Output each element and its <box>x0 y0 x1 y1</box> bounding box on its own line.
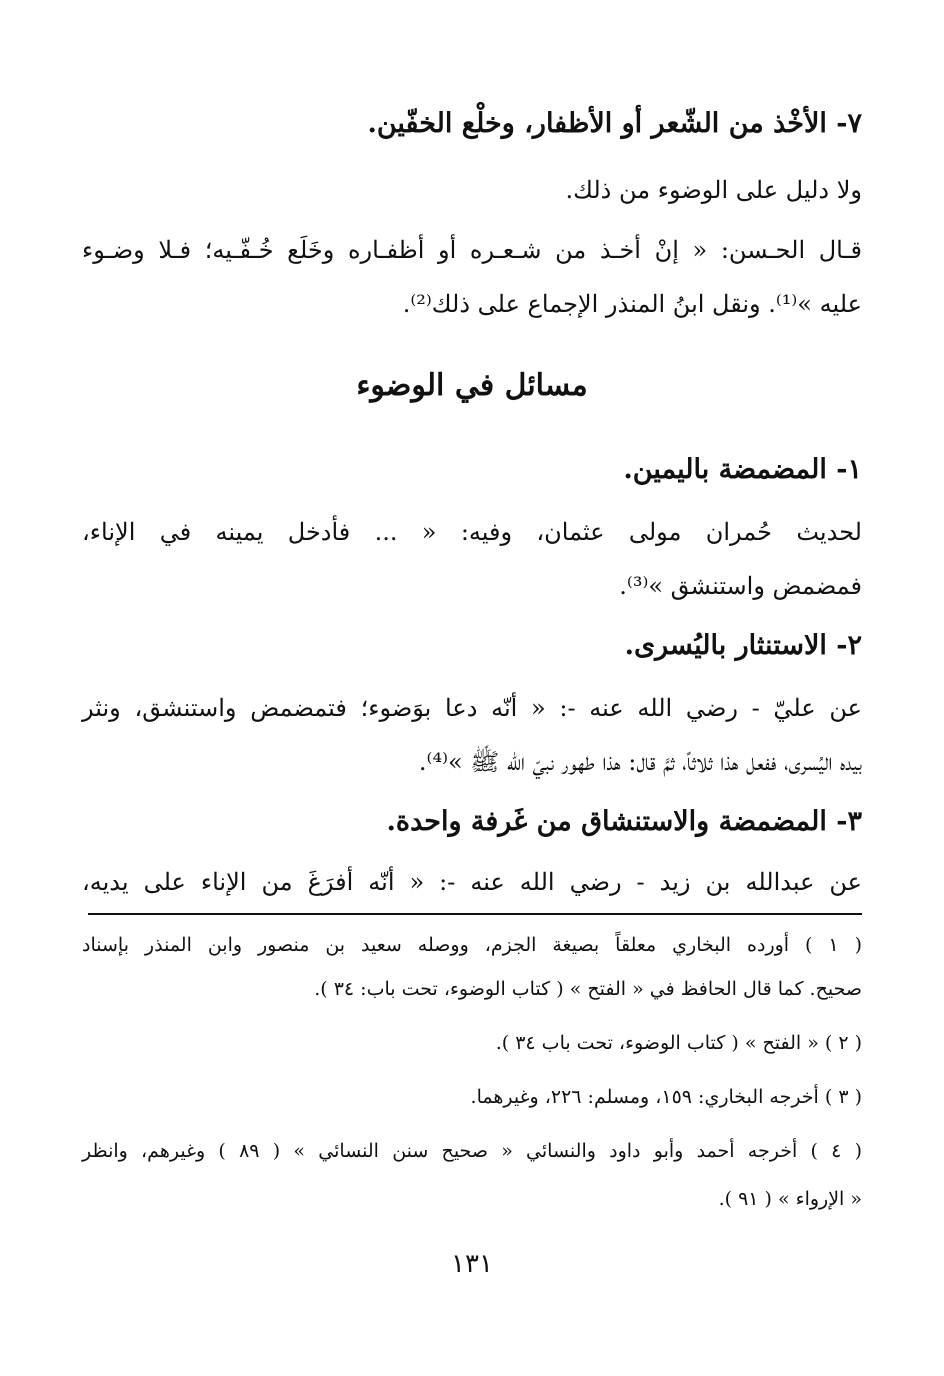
heading-item-3: ٣- المضمضة والاستنشاق من غَرفة واحدة. <box>386 806 862 837</box>
footnote-1-line-2: صحيح. كما قال الحافظ في « الفتح » ( كتاب الوضوء، تحت باب: ٣٤ ). <box>314 978 862 1000</box>
paragraph-hasan-quote-line-1: قـال الحـسن: « إنْ أخـذ من شـعـره أو أظفـاره وخَلَع خُـفّـيه؛ فـلا وضـوء <box>82 236 862 264</box>
footnote-1-line-1: ( ١ ) أورده البخاري معلقاً بصيغة الجزم، ووصله سعيد بن منصور وابن المنذر بإسناد <box>82 934 862 956</box>
heading-item-2: ٢- الاستنثار باليُسرى. <box>624 630 862 661</box>
paragraph-ali-line-2: بيده اليُسرى، ففعل هذا ثلاثاً، ثمَّ قال: هذا طهور نبيّ الله ﷺ »⁽⁴⁾. <box>418 748 862 776</box>
heading-item-1: ١- المضمضة باليمين. <box>623 454 862 485</box>
footnote-4-line-1: ( ٤ ) أخرجه أحمد وأبو داود والنسائي « صحيح سنن النسائي » ( ٨٩ ) وغيرهم، وانظر <box>82 1140 863 1162</box>
footnote-4-line-2: « الإرواء » ( ٩١ ). <box>718 1188 862 1210</box>
footnote-3: ( ٣ ) أخرجه البخاري: ١٥٩، ومسلم: ٢٢٦، وغيرهما. <box>470 1086 862 1108</box>
paragraph-humran-line-2: فمضمض واستنشق »⁽³⁾. <box>619 572 862 600</box>
paragraph-abdullah-line-1: عن عبدالله بن زيد - رضي الله عنه -: « أنّه أفرَغَ من الإناء على يديه، <box>82 868 862 896</box>
footnote-2: ( ٢ ) « الفتح » ( كتاب الوضوء، تحت باب ٣٤ ). <box>495 1032 862 1054</box>
paragraph-hasan-quote-line-2: عليه »⁽¹⁾. ونقل ابنُ المنذر الإجماع على ذلك⁽²⁾. <box>402 290 862 318</box>
paragraph-ali-line-1: عن عليّ - رضي الله عنه -: « أنّه دعا بوَضوء؛ فتمضمض واستنشق، ونثر <box>82 694 862 722</box>
heading-item-7: ٧- الأخْذ من الشّعر أو الأظفار، وخلْع الخفّين. <box>367 108 862 139</box>
page-number: ١٣١ <box>451 1249 493 1279</box>
paragraph-humran-line-1: لحديث حُمران مولى عثمان، وفيه: « ... فأدخل يمينه في الإناء، <box>82 518 862 546</box>
paragraph-no-evidence: ولا دليل على الوضوء من ذلك. <box>565 176 862 204</box>
footnote-divider <box>88 913 862 915</box>
section-title: مسائل في الوضوء <box>356 368 588 403</box>
